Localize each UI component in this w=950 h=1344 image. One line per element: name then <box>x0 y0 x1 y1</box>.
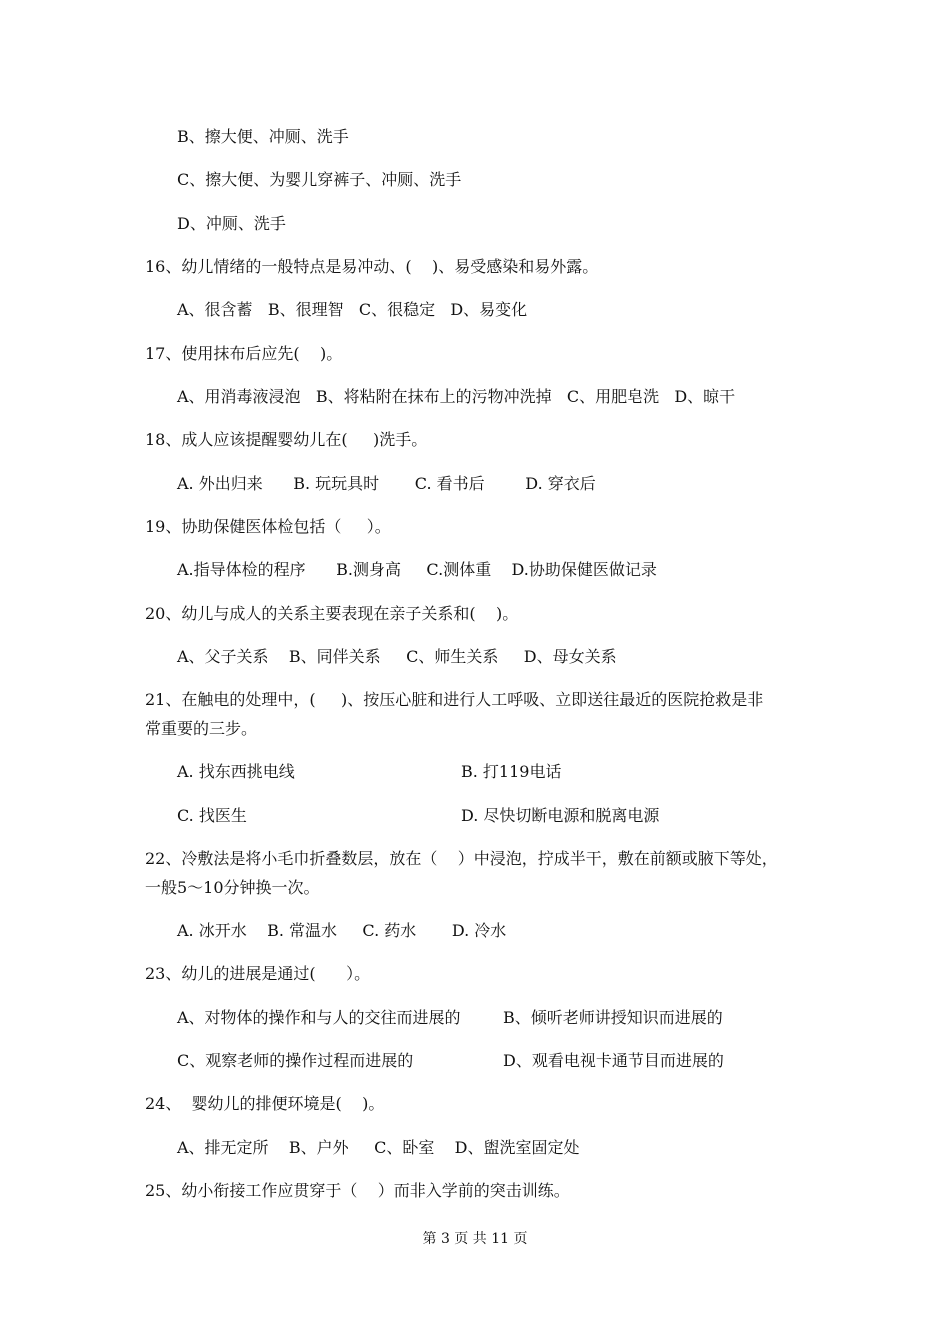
q21-option-b: B. 打119电话 <box>461 762 562 781</box>
q20-stem: 20、幼儿与成人的关系主要表现在亲子关系和( )。 <box>145 604 519 623</box>
q17-options: A、用消毒液浸泡 B、将粘附在抹布上的污物冲洗掉 C、用肥皂洗 D、晾干 <box>177 387 736 406</box>
page-footer: 第 3 页 共 11 页 <box>422 1231 528 1247</box>
q16-options: A、很含蓄 B、很理智 C、很稳定 D、易变化 <box>177 300 528 319</box>
q16-stem: 16、幼儿情绪的一般特点是易冲动、( )、易受感染和易外露。 <box>145 257 599 276</box>
q21-stem-line1: 21、在触电的处理中，( )、按压心脏和进行人工呼吸、立即送往最近的医院抢救是非 <box>145 690 764 709</box>
q15-option-c: C、擦大便、为婴儿穿裤子、冲厕、洗手 <box>177 170 462 189</box>
q23-option-d: D、观看电视卡通节目而进展的 <box>503 1051 724 1070</box>
q17-stem: 17、使用抹布后应先( )。 <box>145 344 343 363</box>
q21-stem-line2: 常重要的三步。 <box>145 719 258 738</box>
q22-stem-line2: 一般5～10分钟换一次。 <box>145 878 320 897</box>
q23-option-b: B、倾听老师讲授知识而进展的 <box>503 1008 723 1027</box>
q22-options: A. 冰开水 B. 常温水 C. 药水 D. 冷水 <box>177 921 507 940</box>
q15-option-d: D、冲厕、洗手 <box>177 214 286 233</box>
q25-stem: 25、幼小衔接工作应贯穿于（ ）而非入学前的突击训练。 <box>145 1181 570 1200</box>
q21-option-a: A. 找东西挑电线 <box>177 762 295 781</box>
q18-stem: 18、成人应该提醒婴幼儿在( )洗手。 <box>145 430 428 449</box>
q15-option-b: B、擦大便、冲厕、洗手 <box>177 127 349 146</box>
q20-options: A、父子关系 B、同伴关系 C、师生关系 D、母女关系 <box>177 647 617 666</box>
q19-stem: 19、协助保健医体检包括（ ）。 <box>145 517 391 536</box>
q23-option-c: C、观察老师的操作过程而进展的 <box>177 1051 414 1070</box>
q19-options: A.指导体检的程序 B.测身高 C.测体重 D.协助保健医做记录 <box>177 560 657 579</box>
q22-stem-line1: 22、冷敷法是将小毛巾折叠数层，放在（ ）中浸泡，拧成半干，敷在前额或腋下等处， <box>145 849 778 868</box>
q24-stem: 24、 婴幼儿的排便环境是( )。 <box>145 1094 385 1113</box>
q24-options: A、排无定所 B、户外 C、卧室 D、盥洗室固定处 <box>177 1138 580 1157</box>
q23-stem: 23、幼儿的进展是通过( ）。 <box>145 964 371 983</box>
q21-option-c: C. 找医生 <box>177 806 247 825</box>
q21-option-d: D. 尽快切断电源和脱离电源 <box>461 806 660 825</box>
q18-options: A. 外出归来 B. 玩玩具时 C. 看书后 D. 穿衣后 <box>177 474 596 493</box>
q23-option-a: A、对物体的操作和与人的交往而进展的 <box>177 1008 461 1027</box>
